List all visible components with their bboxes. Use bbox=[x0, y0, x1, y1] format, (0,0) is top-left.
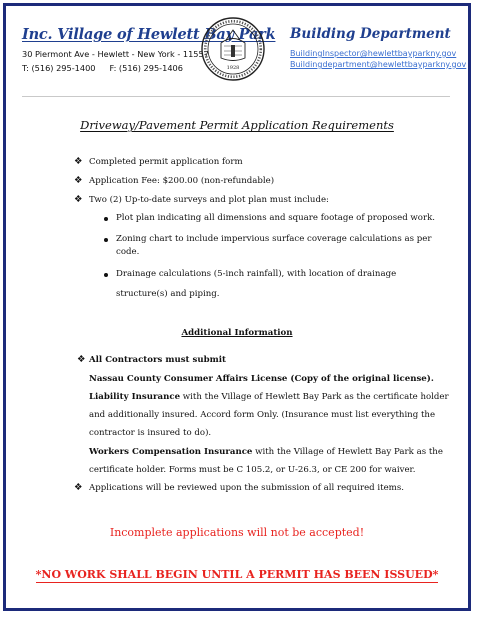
diamond-bullet-icon: ❖ bbox=[77, 354, 86, 365]
page-border bbox=[3, 3, 471, 611]
letterhead-right bbox=[290, 26, 466, 70]
diamond-bullet-icon: ❖ bbox=[74, 156, 83, 167]
no-work-warning bbox=[0, 568, 474, 581]
department-name: Building Department bbox=[290, 26, 451, 42]
plan-item-continued: structure(s) and piping. bbox=[116, 289, 220, 299]
review-note: Applications will be reviewed upon the submission of all required items. bbox=[89, 483, 404, 493]
village-name: Inc. Village of Hewlett Bay Park bbox=[22, 26, 276, 43]
requirement-item: Application Fee: $200.00 (non-refundable) bbox=[89, 176, 275, 186]
workers-label: Workers Compensation Insurance bbox=[89, 447, 253, 457]
requirement-item: Completed permit application form bbox=[89, 157, 243, 167]
document-title: Driveway/Pavement Permit Application Requirements bbox=[80, 118, 394, 132]
seal-year: 1928 bbox=[226, 65, 240, 71]
header-divider bbox=[22, 96, 450, 97]
contractors-heading: All Contractors must submit bbox=[89, 355, 226, 365]
phone-number: T: (516) 295-1400 bbox=[22, 63, 96, 73]
liability-text: with the Village of Hewlett Bay Park as the certificate holder bbox=[182, 392, 449, 402]
village-seal-icon bbox=[200, 16, 266, 82]
plan-item: Zoning chart to include impervious surface coverage calculations as per bbox=[116, 234, 432, 244]
liability-line-2: and additionally insured. Accord form Only. (Insurance must list everything the bbox=[89, 410, 436, 420]
no-work-warning-text: *NO WORK SHALL BEGIN UNTIL A PERMIT HAS BEEN ISSUED* bbox=[35, 568, 439, 581]
diamond-bullet-icon: ❖ bbox=[74, 482, 83, 493]
round-bullet-icon bbox=[104, 217, 108, 221]
workers-line-1 bbox=[89, 447, 443, 458]
diamond-bullet-icon: ❖ bbox=[74, 175, 83, 186]
plan-item: Drainage calculations (5-inch rainfall), with location of drainage bbox=[116, 269, 397, 279]
plan-item: Plot plan indicating all dimensions and square footage of proposed work. bbox=[116, 213, 436, 223]
department-email-link[interactable]: Buildingdepartment@hewlettbayparkny.gov bbox=[290, 60, 467, 69]
license-requirement: Nassau County Consumer Affairs License (Copy of the original license). bbox=[89, 374, 434, 384]
village-address: 30 Piermont Ave - Hewlett - New York - 11557 bbox=[22, 49, 209, 59]
workers-text: with the Village of Hewlett Bay Park as the bbox=[255, 447, 443, 457]
additional-info-heading: Additional Information bbox=[181, 328, 293, 338]
workers-line-2: certificate holder. Forms must be C 105.2, or U-26.3, or CE 200 for waiver. bbox=[89, 465, 416, 475]
plan-item-continued: code. bbox=[116, 247, 140, 257]
round-bullet-icon bbox=[104, 238, 108, 242]
incomplete-warning: Incomplete applications will not be accepted! bbox=[109, 526, 365, 539]
inspector-email-link[interactable]: BuildingInspector@hewlettbayparkny.gov bbox=[290, 49, 457, 58]
round-bullet-icon bbox=[104, 273, 108, 277]
liability-line-1 bbox=[89, 392, 449, 403]
liability-line-3: contractor is insured to do). bbox=[89, 428, 212, 438]
liability-label: Liability Insurance bbox=[89, 392, 181, 402]
fax-number: F: (516) 295-1406 bbox=[109, 63, 183, 73]
diamond-bullet-icon: ❖ bbox=[74, 194, 83, 205]
requirement-item: Two (2) Up-to-date surveys and plot plan must include: bbox=[89, 195, 329, 205]
